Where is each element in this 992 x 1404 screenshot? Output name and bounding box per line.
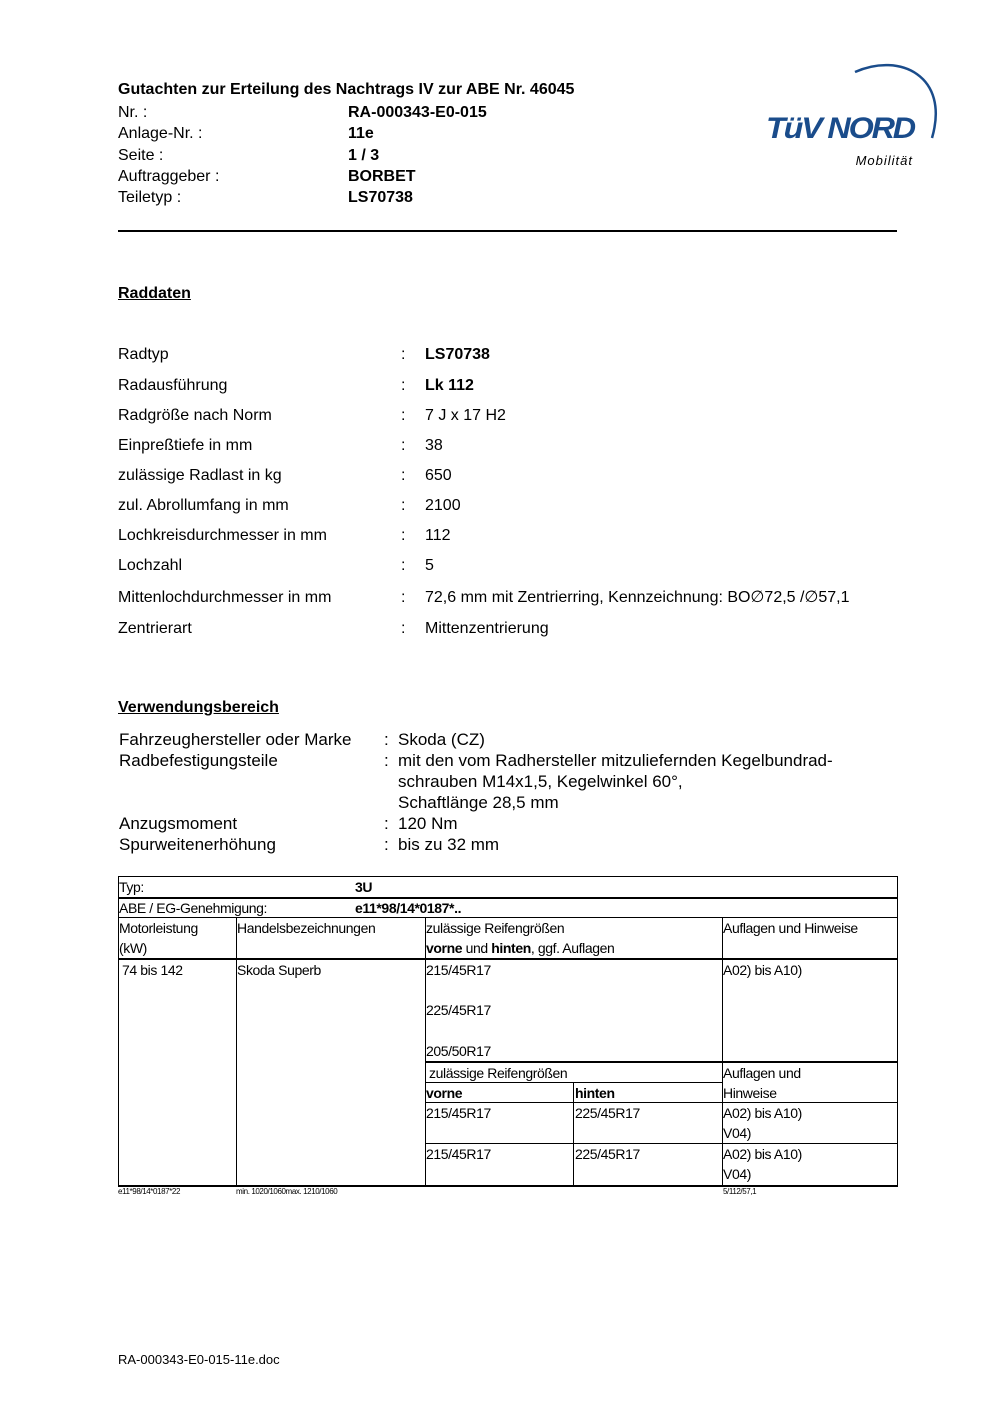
footer-filename: RA-000343-E0-015-11e.doc [118, 1352, 280, 1367]
table-typ-label: Typ: [119, 879, 144, 895]
raddaten-row [118, 555, 908, 577]
header-label: Seite : [118, 147, 164, 164]
footnote-track: min. 1020/1060max. 1210/1060 [236, 1187, 338, 1196]
section-title-raddaten: Raddaten [118, 285, 191, 302]
header-value: BORBET [348, 168, 416, 185]
mixed-note: A02) bis A10) [723, 1146, 802, 1162]
colon-separator: : [401, 467, 406, 484]
cell-tyre: 215/45R17 [426, 962, 491, 978]
section-title-verwendungsbereich: Verwendungsbereich [118, 699, 279, 716]
mixed-note: V04) [723, 1166, 751, 1182]
colon-separator: : [401, 557, 406, 574]
mixed-rear-tyre: 225/45R17 [575, 1105, 640, 1121]
raddaten-label: zulässige Radlast in kg [118, 467, 282, 484]
table-abe-label: ABE / EG-Genehmigung: [119, 900, 268, 916]
colon-separator: : [384, 835, 389, 854]
table-line [118, 876, 898, 877]
logo-brand-text: TüV NORD [766, 112, 916, 145]
raddaten-row [118, 525, 908, 547]
raddaten-row [118, 465, 908, 487]
col-header-reifen-sub [426, 938, 614, 958]
colon-separator: : [401, 346, 406, 363]
raddaten-value: 650 [425, 467, 452, 484]
raddaten-value: 5 [425, 557, 434, 574]
verwendung-value: Schaftlänge 28,5 mm [398, 793, 559, 812]
colon-separator: : [401, 377, 406, 394]
colon-separator: : [384, 814, 389, 833]
verwendung-value: schrauben M14x1,5, Kegelwinkel 60°, [398, 772, 683, 791]
header-value: RA-000343-E0-015 [348, 104, 487, 121]
table-line [425, 1102, 898, 1103]
verwendung-label: Anzugsmoment [119, 814, 238, 833]
mixed-vorne-header: vorne [426, 1085, 463, 1101]
raddaten-row [118, 344, 908, 366]
table-line [425, 1143, 898, 1144]
raddaten-row [118, 375, 908, 397]
table-abe-value: e11*98/14*0187*.. [355, 900, 462, 916]
tuev-nord-logo [760, 58, 945, 170]
raddaten-value: Mittenzentrierung [425, 620, 549, 637]
verwendung-label: Radbefestigungsteile [119, 751, 278, 770]
raddaten-label: Lochkreisdurchmesser in mm [118, 527, 327, 544]
table-line [573, 1082, 574, 1187]
raddaten-value: 112 [425, 527, 451, 544]
cell-auflagen: A02) bis A10) [723, 962, 802, 978]
table-line [118, 1185, 898, 1187]
verwendung-value: bis zu 32 mm [398, 835, 500, 854]
col-header-motor-unit: (kW) [119, 940, 147, 956]
raddaten-label: Einpreßtiefe in mm [118, 437, 253, 454]
verwendung-value: 120 Nm [398, 814, 458, 833]
mixed-auflagen-header: Auflagen und [723, 1065, 801, 1081]
cell-motor: 74 bis 142 [122, 962, 183, 978]
colon-separator: : [384, 751, 389, 770]
mixed-hinten-header: hinten [575, 1085, 615, 1101]
colon-separator: : [401, 527, 406, 544]
colon-separator: : [384, 730, 389, 749]
cell-tyre: 225/45R17 [426, 1002, 491, 1018]
raddaten-value: 38 [425, 437, 443, 454]
colon-separator: : [401, 437, 406, 454]
raddaten-row [118, 587, 908, 609]
cell-tyre: 205/50R17 [426, 1043, 491, 1059]
header-label: Anlage-Nr. : [118, 125, 203, 142]
raddaten-row [118, 435, 908, 457]
table-line [236, 917, 237, 1187]
header-value: 1 / 3 [348, 147, 380, 164]
raddaten-label: Lochzahl [118, 557, 183, 574]
mixed-auflagen-header-2: Hinweise [723, 1085, 777, 1101]
reifen-sub-rest: , ggf. Auflagen [530, 940, 615, 956]
raddaten-row [118, 618, 908, 640]
mixed-rear-tyre: 225/45R17 [575, 1146, 640, 1162]
raddaten-value: Lk 112 [425, 377, 474, 394]
logo-sub-text: Mobilität [855, 153, 913, 168]
col-header-auflagen: Auflagen und Hinweise [723, 920, 858, 936]
col-header-reifen: zulässige Reifengrößen [426, 920, 565, 936]
raddaten-value: 2100 [425, 497, 461, 514]
document-title: Gutachten zur Erteilung des Nachtrags IV zur ABE Nr. 46045 [118, 81, 575, 98]
reifen-sub-hinten: hinten [491, 940, 531, 956]
raddaten-value: 72,6 mm mit Zentrierring, Kennzeichnung: BO∅72,5 /∅57,1 [425, 589, 850, 606]
header-value: LS70738 [348, 189, 413, 206]
raddaten-value: 7 J x 17 H2 [425, 407, 506, 424]
verwendung-label: Fahrzeughersteller oder Marke [119, 730, 352, 749]
raddaten-label: zul. Abrollumfang in mm [118, 497, 289, 514]
reifen-sub-vorne: vorne [426, 940, 463, 956]
colon-separator: : [401, 589, 406, 606]
header-label: Nr. : [118, 104, 148, 121]
raddaten-value: LS70738 [425, 346, 490, 363]
reifen-sub-und: und [462, 940, 492, 956]
colon-separator: : [401, 497, 406, 514]
footnote-abe: e11*98/14*0187*22 [118, 1187, 181, 1196]
raddaten-row [118, 495, 908, 517]
header-value: 11e [348, 125, 374, 142]
header-label: Auftraggeber : [118, 168, 220, 185]
footnote-bolt: 5/112/57,1 [723, 1187, 757, 1196]
col-header-motor: Motorleistung [119, 920, 198, 936]
mixed-note: V04) [723, 1125, 751, 1141]
colon-separator: : [401, 407, 406, 424]
raddaten-label: Radgröße nach Norm [118, 407, 272, 424]
verwendung-value: Skoda (CZ) [398, 730, 485, 749]
mixed-title: zulässige Reifengrößen [429, 1065, 568, 1081]
raddaten-label: Radtyp [118, 346, 169, 363]
verwendung-label: Spurweitenerhöhung [119, 835, 276, 854]
header-label: Teiletyp : [118, 189, 182, 206]
table-line [897, 876, 898, 1187]
raddaten-row [118, 405, 908, 427]
mixed-note: A02) bis A10) [723, 1105, 802, 1121]
table-typ-value: 3U [355, 879, 373, 895]
raddaten-label: Zentrierart [118, 620, 192, 637]
verwendung-value: mit den vom Radhersteller mitzuliefernden Kegelbundrad- [398, 751, 833, 770]
raddaten-label: Mittenlochdurchmesser in mm [118, 589, 332, 606]
header-divider [118, 230, 897, 232]
cell-handel: Skoda Superb [237, 962, 321, 978]
col-header-handel: Handelsbezeichnungen [237, 920, 376, 936]
colon-separator: : [401, 620, 406, 637]
raddaten-label: Radausführung [118, 377, 228, 394]
mixed-front-tyre: 215/45R17 [426, 1146, 491, 1162]
mixed-front-tyre: 215/45R17 [426, 1105, 491, 1121]
